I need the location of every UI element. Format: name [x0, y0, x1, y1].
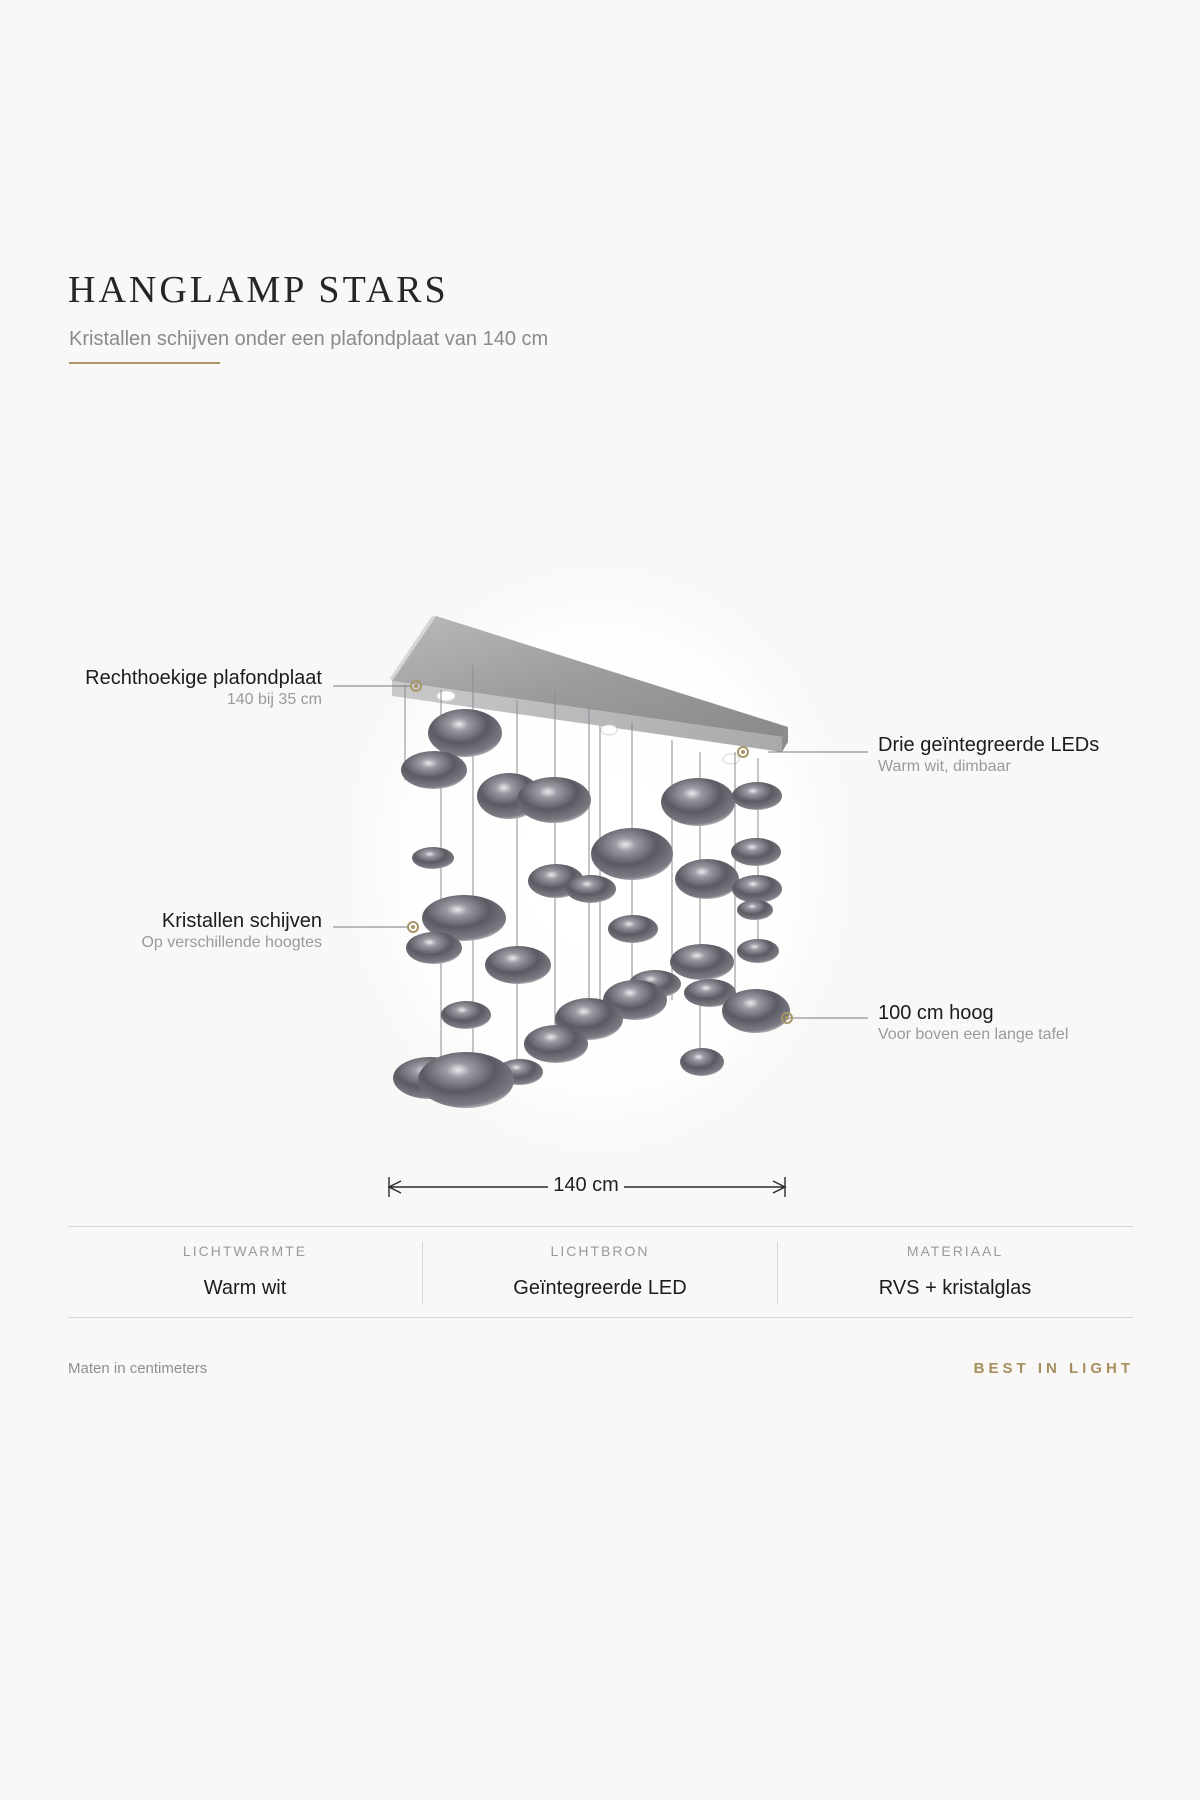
callout-ceiling-plate: [85, 666, 322, 710]
spec-value: RVS + kristalglas: [878, 1277, 1032, 1299]
callout-integrated-leds: [878, 733, 1099, 777]
brand-name: BEST IN LIGHT: [973, 1360, 1134, 1377]
callout-title: 100 cm hoog: [878, 1002, 994, 1024]
callout-title: Drie geïntegreerde LEDs: [878, 734, 1100, 756]
spec-label: LICHTBRON: [550, 1243, 650, 1259]
spec-label: LICHTWARMTE: [182, 1243, 308, 1259]
spec-light-source: [423, 1242, 777, 1300]
callout-title: Kristallen schijven: [161, 910, 322, 932]
callout-subtitle: 140 bij 35 cm: [226, 691, 322, 708]
units-footnote: Maten in centimeters: [68, 1360, 208, 1377]
callout-subtitle: Warm wit, dimbaar: [878, 758, 1011, 775]
callout-title: Rechthoekige plafondplaat: [85, 667, 322, 689]
page-subtitle: Kristallen schijven onder een plafondplaat van 140 cm: [69, 328, 549, 350]
callout-height: [878, 1001, 1068, 1045]
spec-light-warmth: [68, 1242, 422, 1300]
spec-material: [778, 1242, 1132, 1300]
width-dimension-label: 140 cm: [548, 1174, 624, 1197]
spec-top-divider: [68, 1226, 1133, 1227]
spec-value: Geïntegreerde LED: [513, 1277, 687, 1299]
callout-subtitle: Op verschillende hoogtes: [141, 934, 322, 951]
spec-label: MATERIAAL: [906, 1243, 1004, 1259]
spec-value: Warm wit: [203, 1277, 287, 1299]
page-title: HANGLAMP STARS: [68, 269, 449, 311]
callout-subtitle: Voor boven een lange tafel: [878, 1026, 1069, 1043]
callout-crystal-discs: [141, 909, 322, 953]
spec-bottom-divider: [68, 1317, 1133, 1318]
